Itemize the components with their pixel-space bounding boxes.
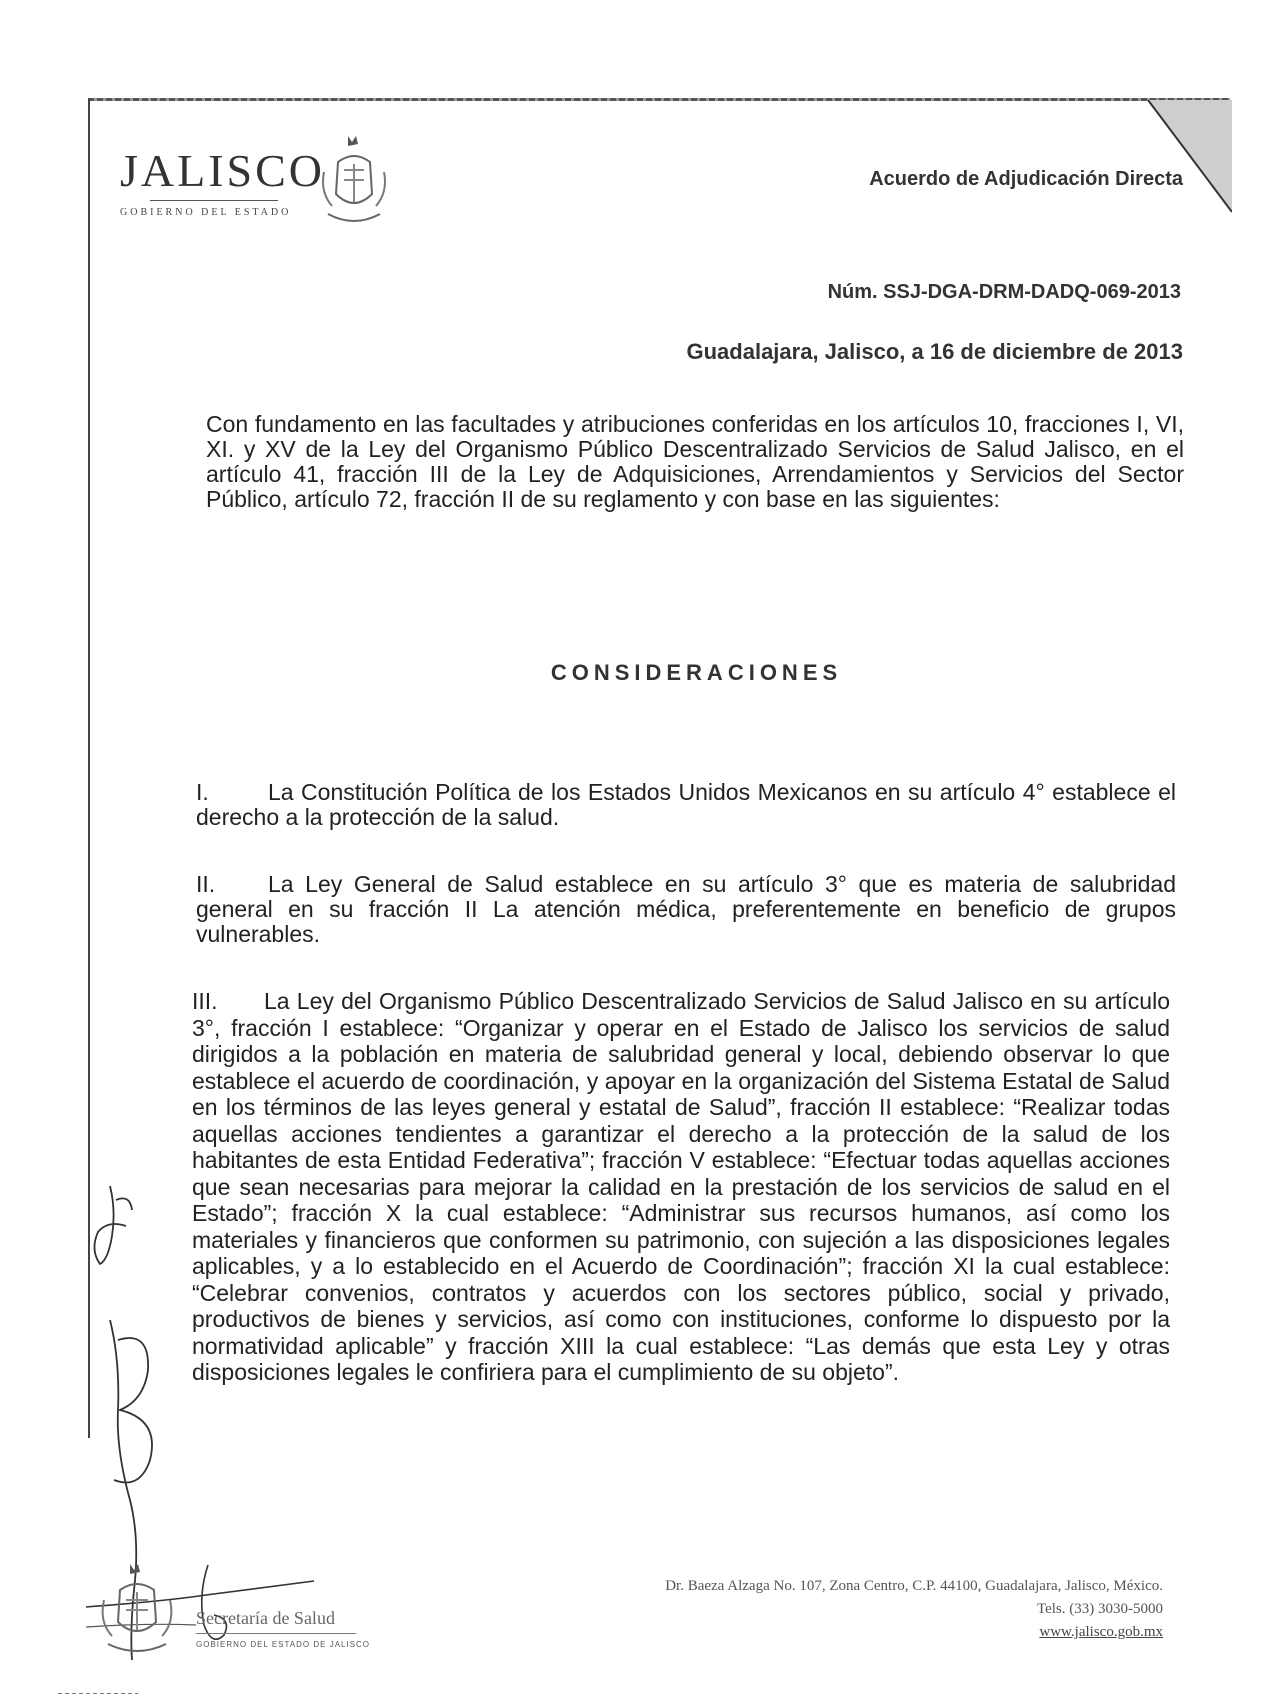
- place-and-date: Guadalajara, Jalisco, a 16 de diciembre de 2013: [686, 339, 1183, 364]
- clause-text: La Ley General de Salud establece en su artículo 3° que es materia de salubridad general en su fracción II La atención médica, preferentemente en beneficio de grupos vulnerables.: [196, 871, 1176, 947]
- document-type: Acuerdo de Adjudicación Directa: [869, 168, 1183, 190]
- clause-item: [196, 780, 1176, 830]
- jalisco-logo-subtitle: GOBIERNO DEL ESTADO: [120, 207, 292, 218]
- footer-address: Dr. Baeza Alzaga No. 107, Zona Centro, C.P. 44100, Guadalajara, Jalisco, México.: [665, 1578, 1163, 1594]
- logo-divider: [150, 200, 278, 201]
- state-seal-icon: [318, 132, 390, 232]
- jalisco-logo-text: JALISCO: [120, 145, 326, 196]
- footer-org-name: Secretaría de Salud: [196, 1608, 335, 1628]
- section-title: CONSIDERACIONES: [550, 660, 843, 685]
- clause-text: La Constitución Política de los Estados Unidos Mexicanos en su artículo 4° establece el derecho a la protección de la salud.: [196, 779, 1176, 830]
- clause-item: [192, 988, 1170, 1386]
- footer-org-subtitle: GOBIERNO DEL ESTADO DE JALISCO: [196, 1640, 371, 1649]
- footer-contact: [665, 1575, 1163, 1644]
- state-seal-icon-footer: [96, 1560, 178, 1660]
- footer-org-divider: [196, 1633, 356, 1634]
- clause-number: II.: [196, 871, 216, 897]
- bottom-scan-mark: [58, 1693, 138, 1694]
- footer-website-link[interactable]: www.jalisco.gob.mx: [1039, 1624, 1163, 1640]
- clause-text: La Ley del Organismo Público Descentralizado Servicios de Salud Jalisco en su artículo 3°, fracción I establece: “Organizar y operar en el Estado de Jalisco los servicios de salud dirigidos a la población en materia de salubridad general y local, debiendo observar lo que establece el acuerdo de coordinación, y apoyar en la organización del Sistema Estatal de Salud en los términos de las leyes general y estatal de Salud”, fracción II establece: “Realizar todas aquellas acciones tendientes a garantizar el derecho a la protección de la salud de los habitantes de esta Entidad Federativa”; fracción V establece: “Efectuar todas aquellas acciones que sean necesarias para mejorar la calidad en la prestación de los servicios de salud en el Estado”; fracción X la cual establece: “Administrar sus recursos humanos, así como los materiales y financieros que conformen su patrimonio, con sujeción a las disposiciones legales aplicables, y a lo establecido en el Acuerdo de Coordinación”; fracción XI la cual establece: “Celebrar convenios, contratos y acuerdos con los sectores público, social y privado, productivos de bienes y servicios, así como con instituciones, conforme lo dispuesto por la normatividad aplicable” y fracción XIII la cual establece: “Las demás que esta Ley y otras disposiciones legales le confiriera para el cumplimiento de su objeto”.: [192, 988, 1170, 1385]
- corner-fold-mark: [1140, 100, 1232, 220]
- clause-item: [196, 872, 1176, 947]
- clause-number: I.: [196, 779, 209, 805]
- clause-number: III.: [192, 988, 218, 1014]
- top-border: [88, 98, 1230, 101]
- footer-phone: Tels. (33) 3030-5000: [1036, 1601, 1163, 1617]
- handwritten-initial: [86, 1180, 146, 1270]
- document-number: Núm. SSJ-DGA-DRM-DADQ-069-2013: [827, 281, 1181, 303]
- intro-paragraph: Con fundamento en las facultades y atribuciones conferidas en los artículos 10, fracciones I, VI, XI. y XV de la Ley del Organismo Público Descentralizado Servicios de Salud Jalisco, en el artículo 41, fracción III de la Ley de Adquisiciones, Arrendamientos y Servicios del Sector Público, artículo 72, fracción II de su reglamento y con base en las siguientes:: [206, 411, 1184, 512]
